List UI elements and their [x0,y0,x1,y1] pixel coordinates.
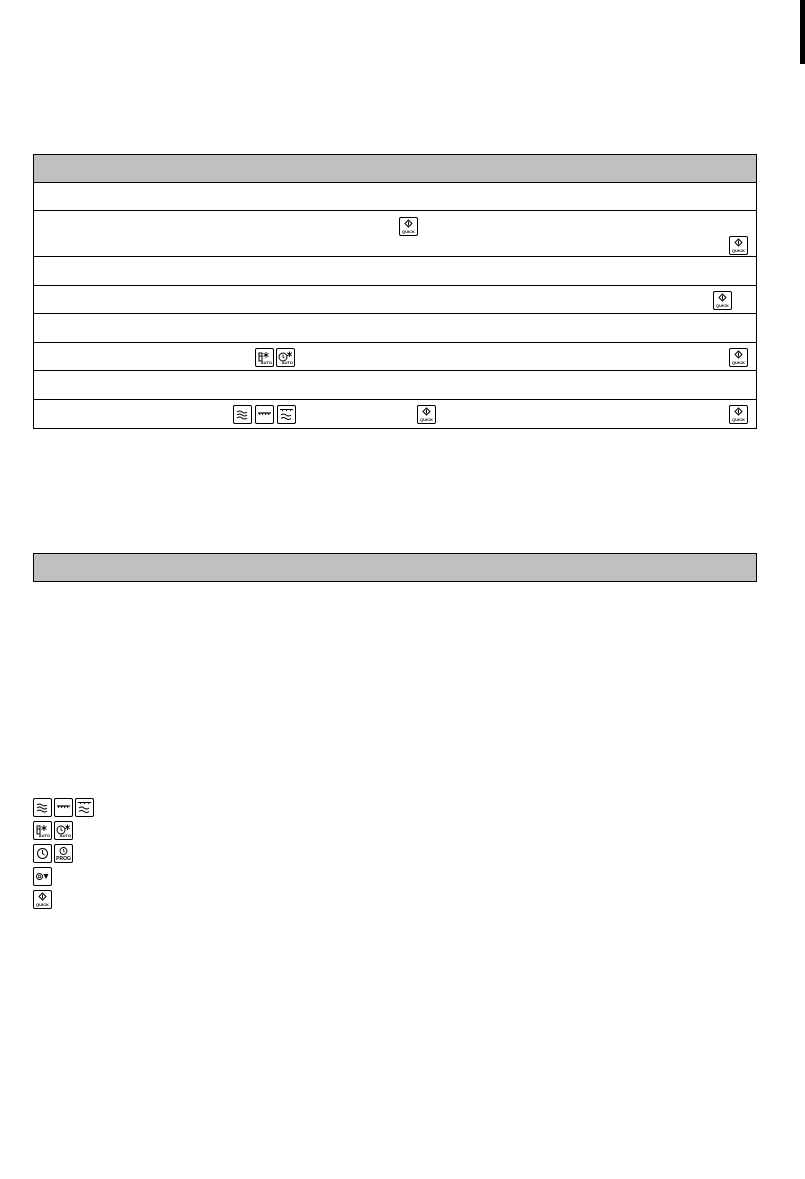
table-row [34,314,756,343]
legend-row-power [33,867,54,886]
legend-row-defrost [33,821,75,840]
settings-table [33,154,757,429]
quick-start-icon: QUICK [729,348,748,367]
weight-defrost-icon: AUTO [33,821,52,840]
quick-start-icon: QUICK [729,236,748,255]
quick-start-icon: QUICK [399,217,418,236]
table-header [34,155,756,183]
table-row [34,371,756,400]
legend-row-cooking-modes [33,798,96,817]
table-row [34,183,756,211]
prog-icon: PROG [54,844,73,863]
time-defrost-icon: AUTO [54,821,73,840]
page-edge-marker [800,0,805,64]
microwave-waves-icon [233,405,252,424]
time-defrost-icon: AUTO [276,348,295,367]
grill-icon [54,798,73,817]
quick-start-icon: QUICK [417,405,436,424]
power-down-icon [33,867,52,886]
combination-icon [277,405,296,424]
quick-start-icon: QUICK [33,890,52,909]
table-row [34,343,756,371]
microwave-waves-icon [33,798,52,817]
quick-start-icon: QUICK [713,291,732,310]
second-table-header [33,553,757,582]
table-row [34,211,756,257]
table-row [34,286,756,314]
clock-icon [33,844,52,863]
grill-icon [255,405,274,424]
legend-row-quick [33,890,54,909]
table-row [34,257,756,286]
table-row [34,400,756,428]
legend-row-clock-prog [33,844,75,863]
combination-icon [75,798,94,817]
weight-defrost-icon: AUTO [255,348,274,367]
quick-start-icon: QUICK [729,405,748,424]
